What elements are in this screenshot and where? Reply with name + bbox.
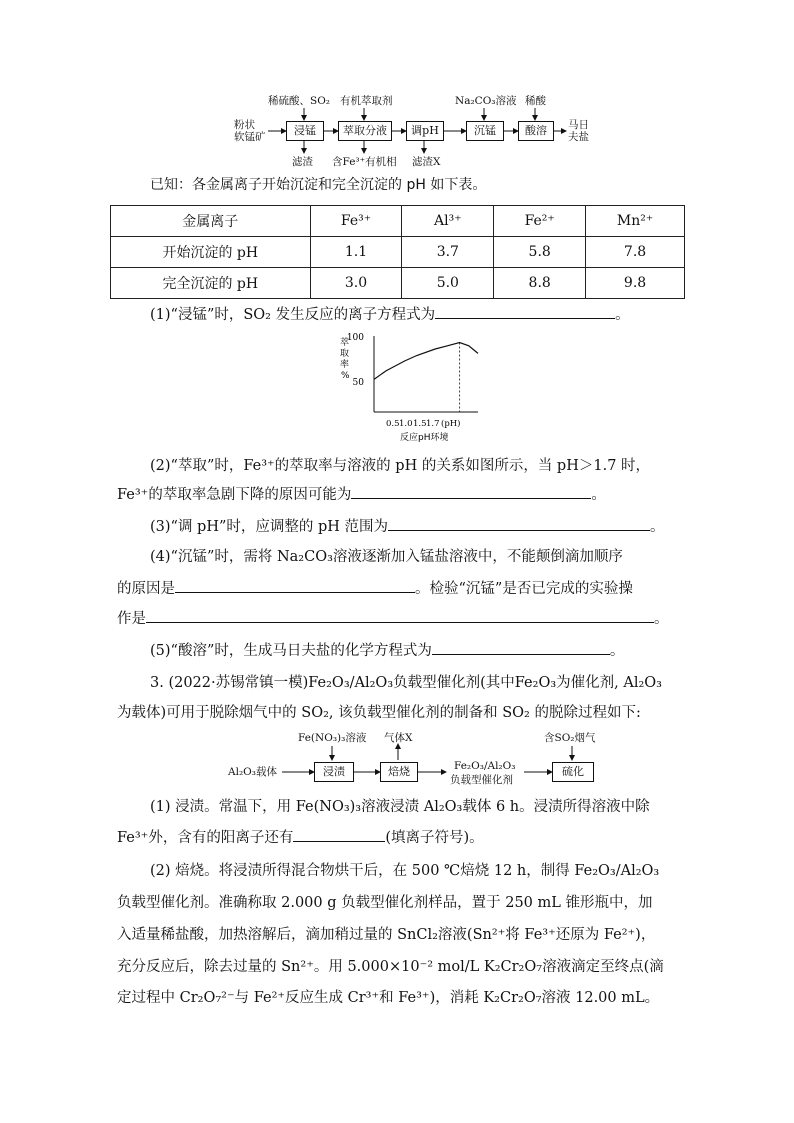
table-cell: 8.8 [494, 268, 586, 299]
answer-blank-1[interactable] [435, 304, 615, 319]
flow2-step-impregnate: 浸渍 [314, 762, 354, 782]
question-5-text: (5)“酸溶”时，生成马日夫盐的化学方程式为 [150, 643, 432, 659]
extraction-chart [338, 330, 488, 448]
flow-diagram-1 [230, 90, 600, 170]
table-cell: 5.8 [494, 237, 586, 268]
flow2-top-label-2: 气体X [384, 732, 413, 744]
question-1-text: (1)“浸锰”时，SO₂ 发生反应的离子方程式为 [150, 307, 436, 323]
table-cell: 5.0 [402, 268, 494, 299]
chart-xlabel: 反应pH环境 [400, 433, 449, 443]
problem-3-q1-line-1: (1) 浸渍。常温下，用 Fe(NO₃)₃溶液浸渍 Al₂O₃载体 6 h。浸渍所得溶液中除 [150, 799, 650, 815]
period: 。 [654, 611, 669, 627]
table-cell: 1.1 [310, 237, 402, 268]
flow2-top-label-1: Fe(NO₃)₃溶液 [298, 732, 367, 744]
problem-3-q2-line-3: 入适量稀盐酸，加热溶解后，滴加稍过量的 SnCl₂溶液(Sn²⁺将 Fe³⁺还原为 Fe²⁺)， [117, 927, 656, 943]
table-row-label: 开始沉淀的 pH [111, 237, 311, 268]
problem-3-line-1: 3. (2022·苏锡常镇一模)Fe₂O₃/Al₂O₃负载型催化剂(其中Fe₂O₃为催化剂, Al₂O₃ [150, 675, 662, 691]
flow1-input-line1: 粉状 [234, 119, 255, 131]
flow2-mid-label-2: 负载型催化剂 [450, 774, 513, 786]
flow2-step-roast: 焙烧 [380, 762, 418, 782]
flow1-step-precipitate: 沉锰 [466, 121, 504, 141]
period: 。 [591, 487, 606, 503]
question-2-line-2 [117, 484, 606, 505]
question-2-line-1: (2)“萃取”时，Fe³⁺的萃取率与溶液的 pH 的关系如图所示，当 pH＞1.7 时， [150, 458, 651, 474]
flow-diagram-2 [228, 728, 648, 790]
chart-x-tick: 0.5 [386, 419, 400, 429]
chart-ylabel-4: % [341, 371, 350, 381]
flow1-step-leach: 浸锰 [286, 121, 324, 141]
table-header-cell: Fe²⁺ [494, 206, 586, 237]
table-header-cell: Al³⁺ [402, 206, 494, 237]
answer-blank-4b[interactable] [146, 608, 654, 623]
problem-3-q2-line-5: 定过程中 Cr₂O₇²⁻与 Fe²⁺反应生成 Cr³⁺和 Fe³⁺)，消耗 K₂Cr₂O₇溶液 12.00 mL。 [117, 990, 660, 1006]
table-header-cell: Fe³⁺ [310, 206, 402, 237]
flow1-step-extract: 萃取分液 [338, 121, 392, 141]
question-3-text: (3)“调 pH”时，应调整的 pH 范围为 [150, 519, 389, 535]
question-4-line-2 [117, 578, 633, 599]
problem-3-q2-line-1: (2) 焙烧。将浸渍所得混合物烘干后，在 500 ℃焙烧 12 h，制得 Fe₂O₃/Al₂O₃ [150, 863, 660, 879]
flow1-top-label-3: Na₂CO₃溶液 [455, 95, 517, 107]
problem-3-q1-line-2 [117, 827, 484, 848]
chart-x-tick: 1.7 [426, 419, 440, 429]
chart-ylabel-2: 取 [340, 349, 350, 359]
question-2-text: Fe³⁺的萃取率急剧下降的原因可能为 [117, 487, 352, 503]
answer-blank-2[interactable] [351, 484, 591, 499]
chart-x-tick: 1.0 [399, 419, 413, 429]
period: 。 [650, 519, 665, 535]
problem-3-line-2: 为载体)可用于脱除烟气中的 SO₂, 该负载型催化剂的制备和 SO₂ 的脱除过程如下: [117, 705, 641, 721]
question-4-line-3 [117, 608, 669, 629]
problem-3-q1-text-b: (填离子符号)。 [385, 830, 484, 846]
chart-x-tick: (pH) [441, 419, 461, 429]
question-4-line-1: (4)“沉锰”时，需将 Na₂CO₃溶液逐渐加入锰盐溶液中，不能颠倒滴加顺序 [150, 549, 623, 565]
question-3 [150, 516, 665, 537]
table-header-row [111, 206, 685, 237]
table-row-label: 完全沉淀的 pH [111, 268, 311, 299]
answer-blank-3[interactable] [388, 516, 650, 531]
table-cell: 3.7 [402, 237, 494, 268]
table-row [111, 237, 685, 268]
table-row [111, 268, 685, 299]
question-4-text-b: 。检验“沉锰”是否已完成的实验操 [415, 581, 633, 597]
chart-series-line [374, 343, 478, 380]
flow1-step-adjust-ph: 调pH [406, 121, 444, 141]
chart-ylabel-3: 率 [340, 360, 350, 370]
chart-ylabel-1: 萃 [340, 338, 350, 348]
chart-x-tick: 1.5 [413, 419, 427, 429]
ph-table [110, 205, 685, 299]
problem-3-q1-text-a: Fe³⁺外，含有的阳离子还有 [117, 830, 294, 846]
problem-3-q2-line-2: 负载型催化剂。准确称取 2.000 g 负载型催化剂样品，置于 250 mL 锥形瓶中，加 [117, 895, 653, 911]
chart-y-tick-100: 100 [346, 333, 364, 343]
flow1-bottom-label-3: 滤渣X [412, 156, 441, 168]
flow1-step-acid-dissolve: 酸溶 [518, 121, 554, 141]
period: 。 [615, 307, 630, 323]
flow2-step-sulfurize: 硫化 [552, 762, 594, 782]
extraction-chart-svg [338, 330, 488, 448]
answer-blank-5[interactable] [432, 640, 610, 655]
question-4-text-c: 作是 [117, 611, 146, 627]
flow2-top-label-4: 含SO₂烟气 [544, 732, 596, 744]
flow1-top-label-1: 稀硫酸、SO₂ [268, 95, 331, 107]
flow1-bottom-label-1: 滤渣 [292, 156, 313, 168]
flow1-output-line2: 夫盐 [568, 131, 589, 143]
table-header-cell: Mn²⁺ [586, 206, 685, 237]
chart-y-tick-50: 50 [352, 378, 364, 388]
table-header-cell: 金属离子 [111, 206, 311, 237]
period: 。 [609, 643, 625, 659]
flow1-top-label-4: 稀酸 [525, 95, 546, 107]
table-cell: 9.8 [586, 268, 685, 299]
question-4-text-a: 的原因是 [117, 581, 175, 597]
answer-blank-p3-1[interactable] [293, 827, 385, 842]
question-5 [150, 640, 624, 661]
table-cell: 7.8 [586, 237, 685, 268]
flow2-mid-label-1: Fe₂O₃/Al₂O₃ [454, 760, 516, 772]
flow2-input: Al₂O₃载体 [228, 766, 277, 778]
answer-blank-4a[interactable] [175, 578, 415, 593]
known-statement: 已知：各金属离子开始沉淀和完全沉淀的 pH 如下表。 [150, 177, 487, 193]
flow1-top-label-2: 有机萃取剂 [340, 95, 393, 107]
flow1-input-line2: 软锰矿 [234, 131, 266, 143]
flow1-bottom-label-2: 含Fe³⁺有机相 [332, 156, 397, 168]
problem-3-q2-line-4: 充分反应后，除去过量的 Sn²⁺。用 5.000×10⁻² mol/L K₂Cr₂O₇溶液滴定至终点(滴 [117, 959, 664, 975]
flow1-output-line1: 马日 [568, 119, 589, 131]
question-1 [150, 304, 630, 325]
table-cell: 3.0 [310, 268, 402, 299]
